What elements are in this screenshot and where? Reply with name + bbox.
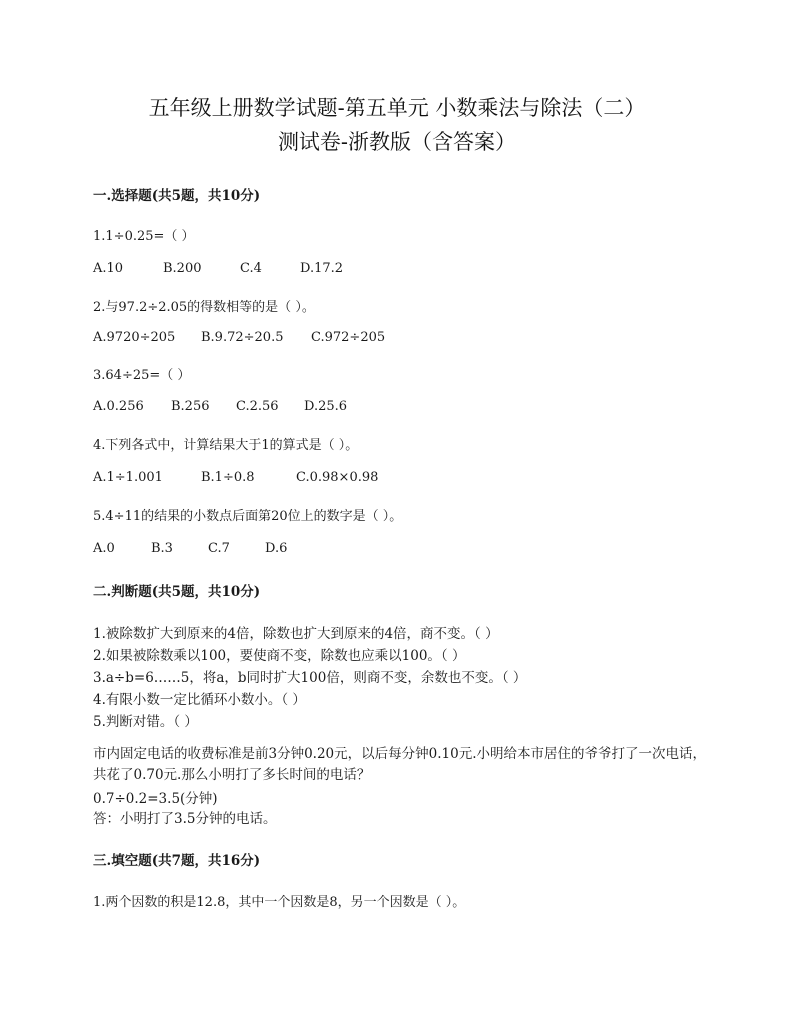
choice-options-2 [93,330,385,345]
section-fill-heading: 三.填空题(共7题，共16分) [93,853,261,869]
judge-item-5: 5.判断对错。（ ） [93,714,198,730]
section-judge-heading: 二.判断题(共5题，共10分) [93,584,261,600]
fill-question-1: 1.两个因数的积是12.8，其中一个因数是8，另一个因数是（ ）。 [93,895,466,910]
option: C.7 [208,541,230,556]
option: C.2.56 [236,399,279,414]
option: D.17.2 [300,261,344,276]
option: D.6 [265,541,288,556]
option: C.4 [240,261,262,276]
option: B.256 [171,399,210,414]
choice-options-5 [93,541,287,556]
section-choice-heading: 一.选择题(共5题，共10分) [93,188,261,204]
option: A.9720÷205 [93,330,176,345]
option: B.1÷0.8 [201,470,255,485]
option: A.10 [93,261,124,276]
exam-title-line1: 五年级上册数学试题-第五单元 小数乘法与除法（二） [148,96,646,120]
option: B.9.72÷20.5 [201,330,284,345]
judge-item-4: 4.有限小数一定比循环小数小。（ ） [93,692,306,708]
judge-item-3: 3.a÷b=6……5，将a，b同时扩大100倍，则商不变，余数也不变。（ ） [93,670,527,686]
option: B.3 [151,541,173,556]
exam-title-line2: 测试卷-浙教版（含答案） [277,130,517,154]
choice-options-4 [93,470,378,485]
word-problem-calc: 0.7÷0.2=3.5(分钟) [93,791,218,807]
judge-item-1: 1.被除数扩大到原来的4倍，除数也扩大到原来的4倍，商不变。（ ） [93,626,499,642]
option: D.25.6 [304,399,348,414]
choice-question-3: 3.64÷25=（ ） [93,368,191,383]
option: A.0 [93,541,115,556]
judge-item-2: 2.如果被除数乘以100，要使商不变，除数也应乘以100。（ ） [93,648,466,664]
choice-options-3 [93,399,347,414]
choice-question-4: 4.下列各式中，计算结果大于1的算式是（ ）。 [93,438,359,453]
choice-question-5: 5.4÷11的结果的小数点后面第20位上的数字是（ ）。 [93,509,403,524]
option: B.200 [163,261,202,276]
word-problem-answer: 答：小明打了3.5分钟的电话。 [93,811,277,827]
option: C.0.98×0.98 [296,470,379,485]
choice-question-2: 2.与97.2÷2.05的得数相等的是（ ）。 [93,300,315,315]
option: C.972÷205 [311,330,386,345]
choice-options-1 [93,261,343,276]
word-problem-text: 市内固定电话的收费标准是前3分钟0.20元，以后每分钟0.10元.小明给本市居住的爷爷打了一次电话，共花了0.70元.那么小明打了多长时间的电话？ [93,746,706,783]
option: A.1÷1.001 [93,470,163,485]
choice-question-1: 1.1÷0.25=（ ） [93,229,195,244]
option: A.0.256 [93,399,144,414]
